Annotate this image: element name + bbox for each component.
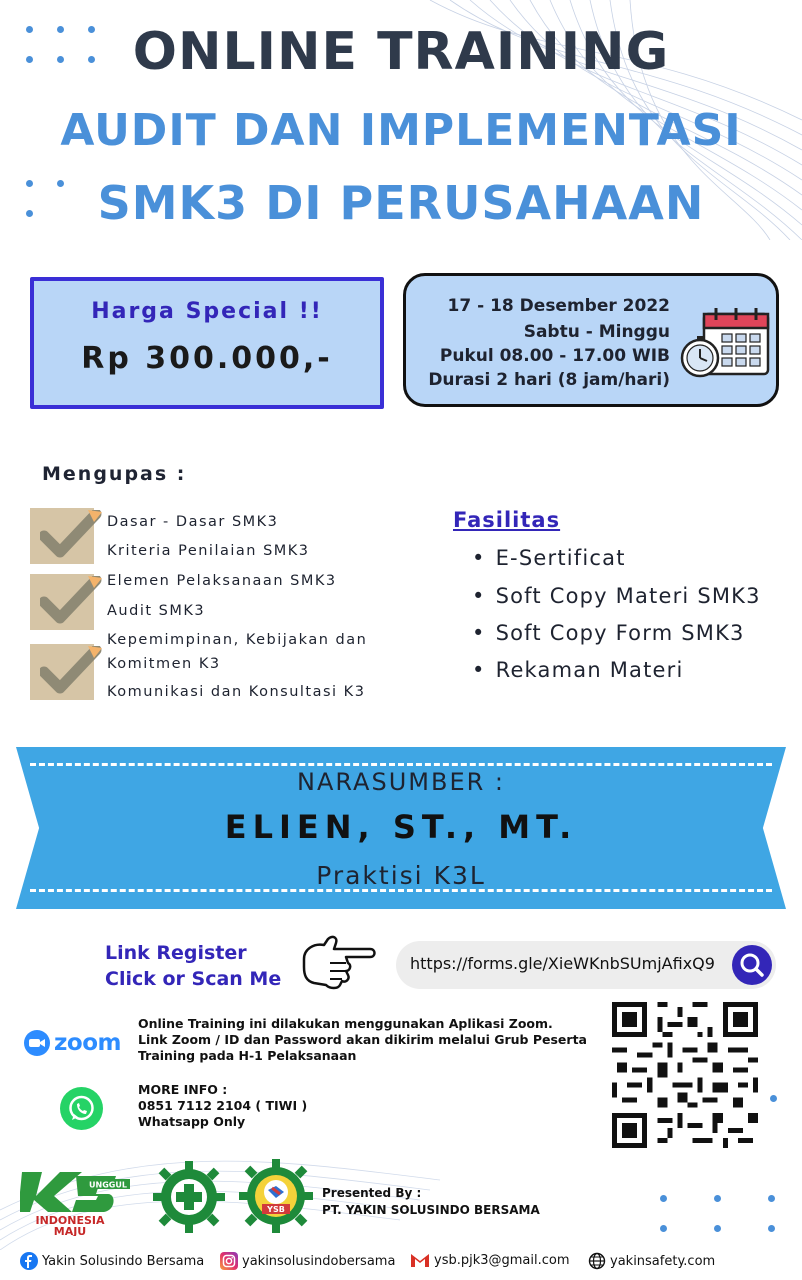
zoom-info-text [138, 1016, 598, 1064]
k3-sub1: INDONESIA [35, 1214, 105, 1227]
price-box [30, 277, 384, 409]
topic-item: Kriteria Penilaian SMK3 [107, 543, 310, 559]
schedule-box [403, 273, 779, 407]
zoom-info-line: Link Zoom / ID dan Password akan dikirim melalui Grub Peserta [138, 1032, 587, 1047]
decor-dot [768, 1225, 775, 1232]
title-smk3: SMK3 DI PERUSAHAAN [97, 176, 705, 230]
k3-badge-text: UNGGUL [89, 1180, 127, 1190]
company-name: PT. YAKIN SOLUSINDO BERSAMA [322, 1203, 540, 1217]
decor-dot [714, 1225, 721, 1232]
topic-item: Elemen Pelaksanaan SMK3 [107, 573, 337, 589]
speaker-role: Praktisi K3L [316, 861, 486, 890]
topic-item: Kepemimpinan, Kebijakan dan [107, 632, 368, 648]
decor-dot [660, 1195, 667, 1202]
title-audit: AUDIT DAN IMPLEMENTASI [60, 105, 742, 156]
gmail-icon [410, 1252, 430, 1268]
presented-label: Presented By : [322, 1186, 422, 1200]
topic-item: Komitmen K3 [107, 656, 221, 672]
globe-icon [588, 1252, 606, 1270]
register-url[interactable]: https://forms.gle/XieWKnbSUmjAfixQ9 [410, 954, 715, 973]
footer-instagram[interactable] [220, 1252, 395, 1270]
schedule-date: 17 - 18 Desember 2022 [447, 296, 670, 316]
facility-item: • E-Sertificat [472, 546, 626, 570]
topics-title: Mengupas : [42, 463, 187, 485]
title-online-training: ONLINE TRAINING [132, 22, 670, 82]
ysb-text: YSB [267, 1205, 285, 1214]
footer-email[interactable] [410, 1252, 570, 1268]
more-info [138, 1082, 307, 1130]
register-line1: Link Register [105, 942, 247, 964]
footer-web[interactable] [588, 1252, 715, 1270]
price-label: Harga Special !! [91, 299, 323, 324]
speaker-name: ELIEN, ST., MT. [224, 808, 578, 846]
decor-dot [768, 1195, 775, 1202]
zoom-logo [24, 1029, 121, 1057]
register-link-box[interactable] [396, 941, 776, 989]
k3-sub2: MAJU [53, 1225, 87, 1236]
price-value: Rp 300.000,- [81, 341, 333, 376]
whatsapp-icon[interactable] [60, 1087, 103, 1130]
k3-gear-cross-logo [152, 1160, 226, 1234]
zoom-camera-icon [24, 1030, 50, 1056]
check-icon [30, 574, 94, 630]
topic-item: Komunikasi dan Konsultasi K3 [107, 684, 366, 700]
presented-by [322, 1185, 540, 1219]
topic-item: Audit SMK3 [107, 603, 206, 619]
web-label: yakinsafety.com [610, 1253, 716, 1269]
facility-item: • Soft Copy Materi SMK3 [472, 584, 761, 608]
ysb-logo [238, 1158, 314, 1234]
instagram-label: yakinsolusindobersama [242, 1253, 396, 1269]
register-text [105, 940, 281, 992]
qr-code[interactable] [612, 1002, 758, 1148]
schedule-duration: Durasi 2 hari (8 jam/hari) [428, 370, 670, 390]
pointing-hand-icon [300, 935, 378, 993]
facility-item: • Soft Copy Form SMK3 [472, 621, 745, 645]
check-icon [30, 508, 94, 564]
schedule-time: Pukul 08.00 - 17.00 WIB [439, 346, 670, 366]
contact-phone[interactable]: 0851 7112 2104 ( TIWI ) [138, 1098, 308, 1113]
topic-item: Dasar - Dasar SMK3 [107, 514, 279, 530]
facebook-label: Yakin Solusindo Bersama [42, 1253, 205, 1269]
facility-item: • Rekaman Materi [472, 658, 684, 682]
banner-dash-top [30, 763, 772, 766]
search-icon [732, 945, 772, 985]
check-icon [30, 644, 94, 700]
decor-dot [714, 1195, 721, 1202]
more-info-title: MORE INFO : [138, 1082, 228, 1097]
email-label: ysb.pjk3@gmail.com [434, 1252, 570, 1268]
zoom-info-line: Training pada H-1 Pelaksanaan [138, 1048, 357, 1063]
contact-phone-note: Whatsapp Only [138, 1114, 246, 1129]
decor-dot [770, 1095, 777, 1102]
zoom-info-line: Online Training ini dilakukan menggunakan Aplikasi Zoom. [138, 1016, 553, 1031]
footer-facebook[interactable] [20, 1252, 204, 1270]
facilities-title: Fasilitas [453, 508, 561, 532]
schedule-days: Sabtu - Minggu [523, 322, 670, 342]
k3-unggul-logo [20, 1166, 132, 1236]
zoom-wordmark: zoom [54, 1030, 121, 1056]
instagram-icon [220, 1252, 238, 1270]
speaker-label: NARASUMBER : [296, 768, 506, 796]
decor-dot [660, 1225, 667, 1232]
calendar-clock-icon [678, 306, 774, 380]
search-button[interactable] [732, 945, 772, 985]
facebook-icon [20, 1252, 38, 1270]
register-line2: Click or Scan Me [105, 968, 282, 990]
